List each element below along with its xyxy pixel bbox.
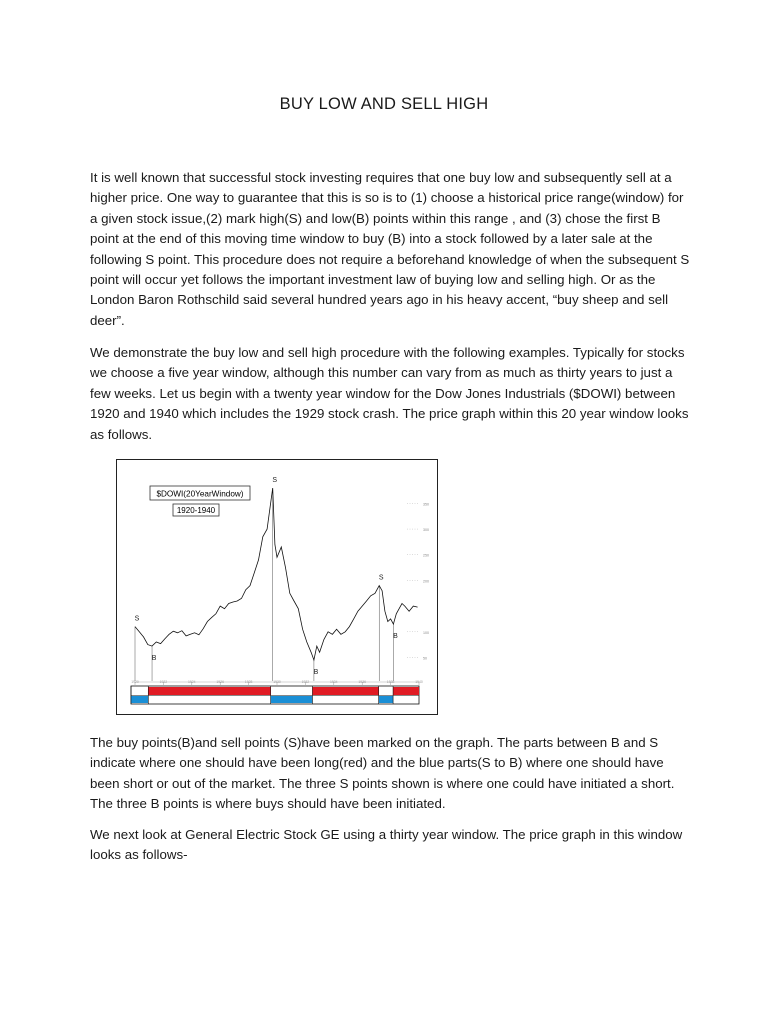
chart-title: $DOWI(20YearWindow) xyxy=(156,489,244,499)
x-tick-label: 1938 xyxy=(386,680,395,684)
chart-range: 1920-1940 xyxy=(176,506,216,515)
long-period-bar xyxy=(312,687,378,695)
short-period-bar xyxy=(131,696,148,703)
long-period-bar xyxy=(393,687,419,695)
y-tick-label: 300 xyxy=(423,528,429,533)
x-tick-label: 1936 xyxy=(358,680,366,684)
x-tick-label: 1924 xyxy=(188,680,196,684)
x-tick-label: 1926 xyxy=(216,680,224,684)
x-tick-label: 1930 xyxy=(273,680,281,684)
explanation-paragraph: The buy points(B)and sell points (S)have been marked on the graph. The parts between B and S indicate where one should have been long(red) and the blue parts(S to B) where one should have been short or out of the market. The three S points shown is where one could have initiated a short. The three B points is where buys should have been initiated. xyxy=(90,735,675,812)
x-tick-label: 1932 xyxy=(301,680,310,684)
dow-price-chart xyxy=(116,459,438,715)
document-title: BUY LOW AND SELL HIGH xyxy=(279,95,489,113)
y-tick-label: 250 xyxy=(423,553,429,558)
sell-point-label: S xyxy=(134,615,140,623)
sell-point-label: S xyxy=(378,574,384,582)
chart-canvas xyxy=(117,460,437,714)
short-period-bar xyxy=(271,696,313,703)
x-tick-label: 1928 xyxy=(244,680,253,684)
y-tick-label: 350 xyxy=(423,502,429,507)
x-tick-label: 1940 xyxy=(415,680,423,684)
dow-example-paragraph: We demonstrate the buy low and sell high procedure with the following examples. Typically for stocks we choose a five year window, although this number can vary from as much as thirty years to just a few weeks. Let us begin with a twenty year window for the Dow Jones Industrials ($DOWI) between 1920 and 1940 which includes the 1929 stock crash. The price graph within this 20 year window looks as follows. xyxy=(90,345,689,442)
y-tick-label: 200 xyxy=(423,579,429,584)
short-period-bar xyxy=(379,696,393,703)
buy-point-label: B xyxy=(313,669,319,676)
x-tick-label: 1922 xyxy=(159,680,168,684)
ge-intro-paragraph: We next look at General Electric Stock GE using a thirty year window. The price graph in this window looks as follows- xyxy=(90,827,683,863)
intro-paragraph: It is well known that successful stock investing requires that one buy low and subsequently sell at a higher price. One way to guarantee that this is so is to (1) choose a historical price range(window) for a given stock issue,(2) mark high(S) and low(B) points within this range , and (3) chose the first B point at the end of this moving time window to buy (B) into a stock followed by a later sale at the following S point. This procedure does not require a beforehand knowledge of when the subsequent S point will occur yet follows the important investment law of buying low and selling high. Or as the London Baron Rothschild said several hundred years ago in his heavy accent, “buy sheep and sell deer”. xyxy=(90,170,690,328)
sell-point-label: S xyxy=(272,477,278,484)
x-tick-label: 1920 xyxy=(131,680,139,684)
buy-point-label: B xyxy=(151,655,157,663)
y-tick-label: 50 xyxy=(423,656,427,661)
y-tick-label: 100 xyxy=(423,630,429,635)
long-period-bar xyxy=(148,687,270,695)
buy-point-label: B xyxy=(393,633,398,641)
x-tick-label: 1934 xyxy=(330,680,338,684)
